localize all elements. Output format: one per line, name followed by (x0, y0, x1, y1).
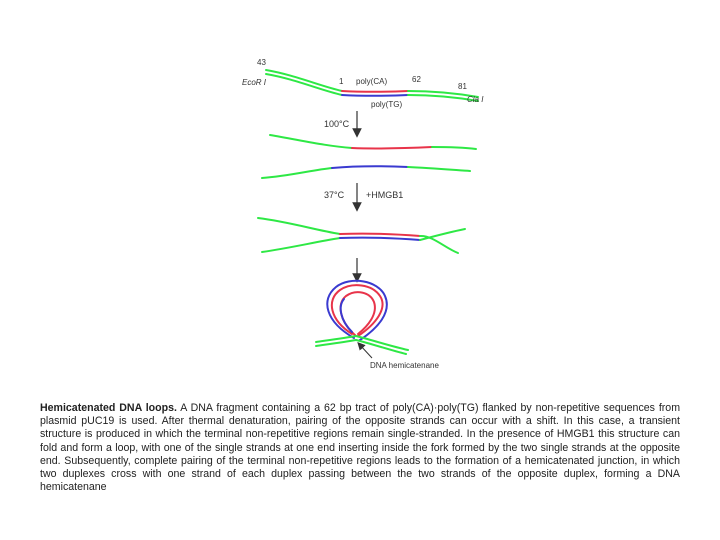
step3-shifted-duplex (258, 218, 465, 253)
step3-strand-a-left-flank (258, 218, 340, 234)
step2-strand-b-right-flank (408, 167, 470, 171)
step4-hemicatenane-loop (316, 281, 408, 354)
step3-condition-protein: +HMGB1 (366, 190, 404, 200)
step1-top-strand-repeat (342, 91, 408, 92)
caption-body: A DNA fragment containing a 62 bp tract of poly(CA)·poly(TG) flanked by non-repetitive sequences from plasmid pUC19 is used. After thermal denaturation, pairing of the opposite strands can occur with a shift. In this case, a transient structure is produced in which the terminal non-repetitive regions remain single-stranded. In the presence of HMGB1 this structure can fold and form a loop, with one of the single strands at one end inserting inside the fork formed by the two single strands at the opposite end. Subsequently, complete pairing of the terminal non-repetitive regions leads to the formation of a hemicatenated junction, in which two duplexes cross with one strand of each duplex passing between the two strands of the opposite duplex, forming a DNA hemicatenane (40, 402, 681, 494)
step2-condition-label: 100°C (324, 119, 350, 129)
step3-strand-a-repeat (340, 234, 420, 236)
figure-caption (40, 402, 680, 494)
step1-top-repeat-label: poly(CA) (356, 77, 388, 86)
step3-strand-b-repeat (340, 238, 420, 240)
step3-condition-temp: 37°C (324, 190, 345, 200)
step2-strand-b-repeat (332, 166, 408, 168)
step2-strand-a-right-flank (432, 147, 476, 149)
step3-strand-b-left-flank (262, 238, 340, 252)
step1-bottom-strand-repeat (342, 95, 408, 96)
step1-left-number: 43 (257, 58, 266, 67)
step2-strand-a-repeat (352, 147, 432, 148)
step1-right-number: 81 (458, 82, 467, 91)
step2-strand-b-left-flank (262, 168, 332, 178)
hemicatenane-pointer-arrow (360, 345, 372, 358)
step2-strand-a-left-flank (270, 135, 352, 148)
hemicatenane-label: DNA hemicatenane (370, 361, 439, 370)
loop-outer-blue (327, 281, 387, 340)
step1-position-start: 1 (339, 77, 344, 86)
step3-strand-b-right-flank (420, 229, 465, 240)
step1-bottom-repeat-label: poly(TG) (371, 100, 403, 109)
step1-left-enzyme: EcoR I (242, 78, 267, 87)
step2-single-strands (262, 135, 476, 178)
step1-position-end: 62 (412, 75, 421, 84)
step1-bottom-strand-left-flank (266, 74, 342, 95)
step1-right-enzyme: Cla I (467, 95, 484, 104)
caption-title: Hemicatenated DNA loops. (40, 402, 177, 414)
step1-top-strand-left-flank (266, 70, 342, 91)
